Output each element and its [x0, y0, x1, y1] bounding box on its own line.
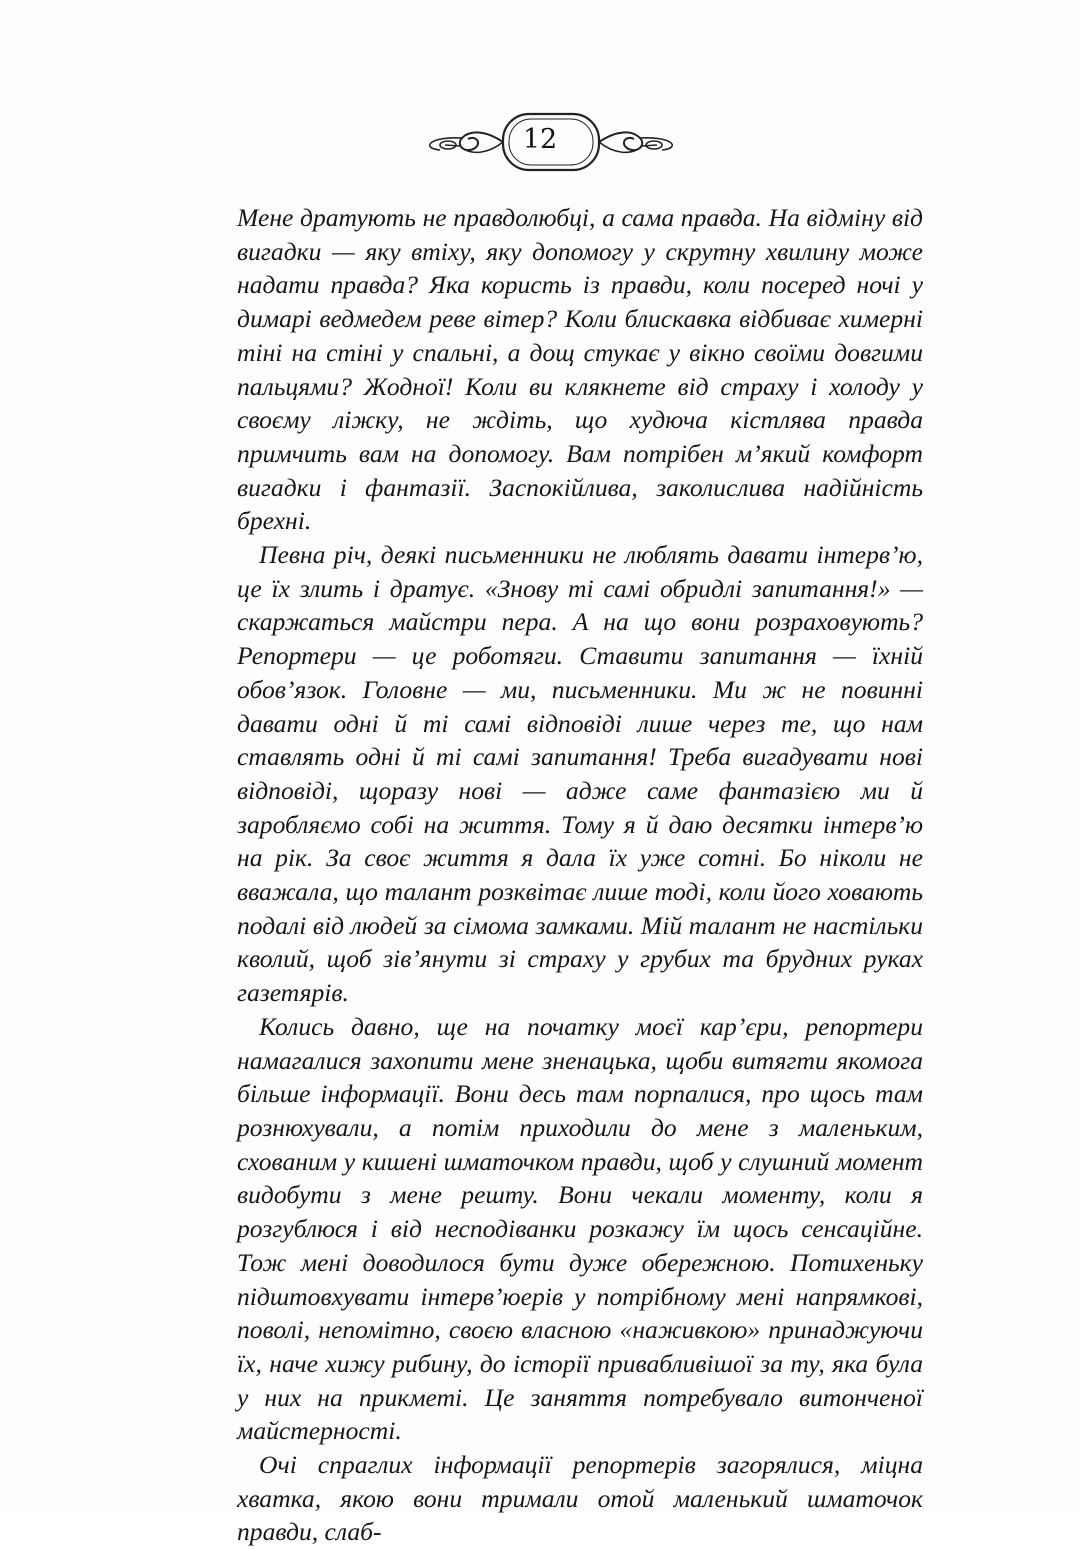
paragraph-3: Колись давно, ще на початку моєї кар’єри, репортери намагалися захопити мене зненацька, щоби витягти якомога більше інформації. Вони десь там порпалися, про щось там рознюхували, а потім приходили до мене з маленьким, схованим у кишені шматочком правди, щоб у слушний момент видобути з мене решту. Вони чекали моменту, коли я розгублюся і від несподіванки розкажу їм щось сенсаційне. Тож мені доводилося бути дуже обережною. Потихеньку підштовхувати інтерв’юерів у потрібному мені напрямкові, поволі, непомітно, своєю власною «наживкою» принаджуючи їх, наче хижу рибину, до історії привабливішої за ту, яка була у них на прикметі. Це заняття потребувало витонченої майстерності. — [237, 1011, 923, 1446]
body-text — [237, 201, 923, 1549]
paragraph-4: Очі спраглих інформації репортерів загорялися, міцна хватка, якою вони тримали отой маленький шматочок правди, слаб- — [237, 1450, 923, 1547]
paragraph-2: Певна річ, деякі письменники не люблять давати інтерв’ю, це їх злить і дратує. «Знову ті самі обридлі запитання!» — скаржаться майстри пера. А на що вони розраховують? Репортери — це роботяги. Ставити запитання — їхній обов’язок. Головне — ми, письменники. Ми ж не повинні давати одні й ті самі відповіді лише через те, що нам ставлять одні й ті самі запитання! Треба вигадувати нові відповіді, щоразу нові — адже саме фантазією ми й заробляємо собі на життя. Тому я й даю десятки інтерв’ю на рік. За своє життя я дала їх уже сотні. Бо ніколи не вважала, що талант розквітає лише тоді, коли його ховають подалі від людей за сімома замками. Мій талант не настільки кволий, щоб зів’янути зі страху у грубих та брудних руках газетярів. — [237, 540, 923, 1008]
page-number: 12 — [522, 124, 558, 155]
paragraph-1: Мене дратують не правдолюбці, а сама правда. На відміну від вигадки — яку втіху, яку допомогу у скрутну хвилину може надати правда? Яка користь із правди, коли посеред ночі у димарі ведмедем реве вітер? Коли блискавка відбиває химерні тіні на стіні у спальні, а дощ стукає у вікно своїми довгими пальцями? Жодної! Коли ви клякнете від страху і холоду у своєму ліжку, не ждіть, що худюча кістлява правда примчить вам на допомогу. Вам потрібен м’який комфорт вигадки і фантазії. Заспокійлива, заколислива надійність брехні. — [237, 203, 923, 536]
